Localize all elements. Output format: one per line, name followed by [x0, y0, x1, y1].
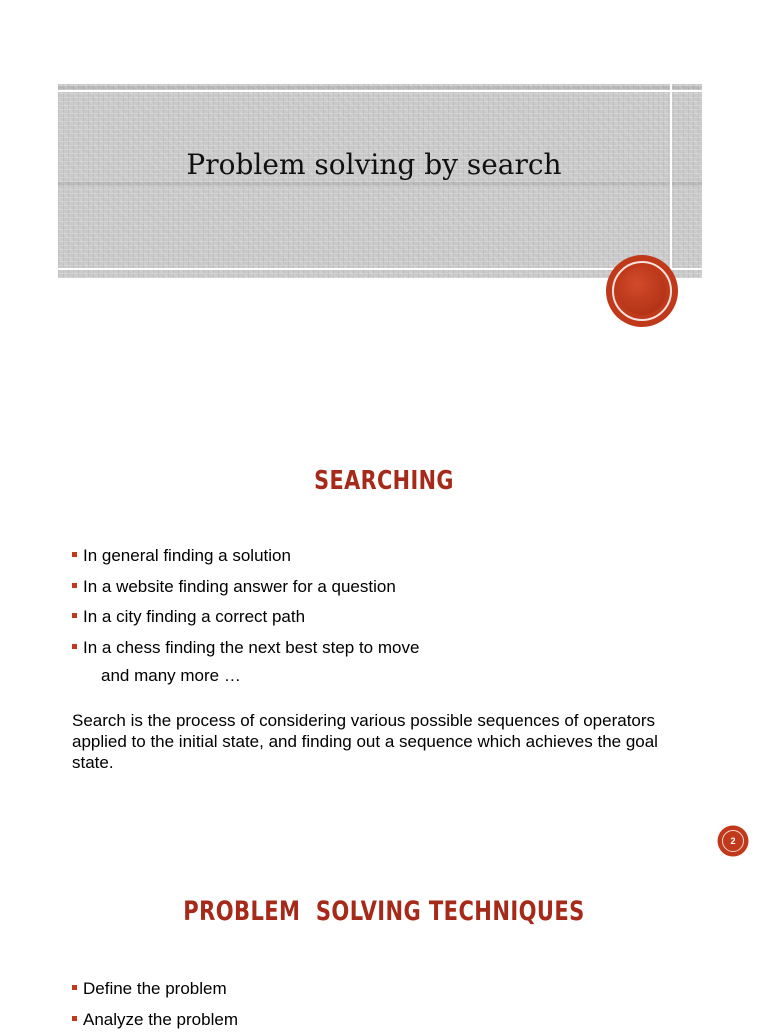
bullet-list [72, 974, 238, 1035]
slide-heading: SEARCHING [77, 466, 691, 496]
banner-bottom-rule [58, 268, 702, 270]
square-bullet-icon [72, 583, 77, 588]
square-bullet-icon [72, 644, 77, 649]
list-item: Define the problem [72, 974, 238, 1005]
continuation-text: and many more … [101, 666, 241, 686]
bullet-list [72, 541, 419, 663]
definition-paragraph: Search is the process of considering various possible sequences of operators applied to the initial state, and finding out a sequence which achieves the goal state. [72, 710, 702, 773]
square-bullet-icon [72, 552, 77, 557]
list-item: Analyze the problem [72, 1005, 238, 1035]
title-banner [58, 84, 702, 278]
title-slide [0, 0, 768, 400]
banner-top-rule [58, 90, 702, 92]
list-item: In a city finding a correct path [72, 602, 419, 633]
list-item: In a chess finding the next best step to move [72, 633, 419, 664]
searching-slide [0, 420, 768, 860]
square-bullet-icon [72, 613, 77, 618]
list-item: In a website finding answer for a question [72, 572, 419, 603]
slide-heading: PROBLEM SOLVING TECHNIQUES [84, 896, 683, 927]
square-bullet-icon [72, 1016, 77, 1021]
page-number-badge: 2 [719, 827, 747, 855]
square-bullet-icon [72, 985, 77, 990]
list-item: In general finding a solution [72, 541, 419, 572]
techniques-slide [0, 860, 768, 1024]
banner-vertical-rule [670, 84, 672, 278]
decorative-circle [608, 257, 676, 325]
slide-title: Problem solving by search [58, 148, 690, 181]
